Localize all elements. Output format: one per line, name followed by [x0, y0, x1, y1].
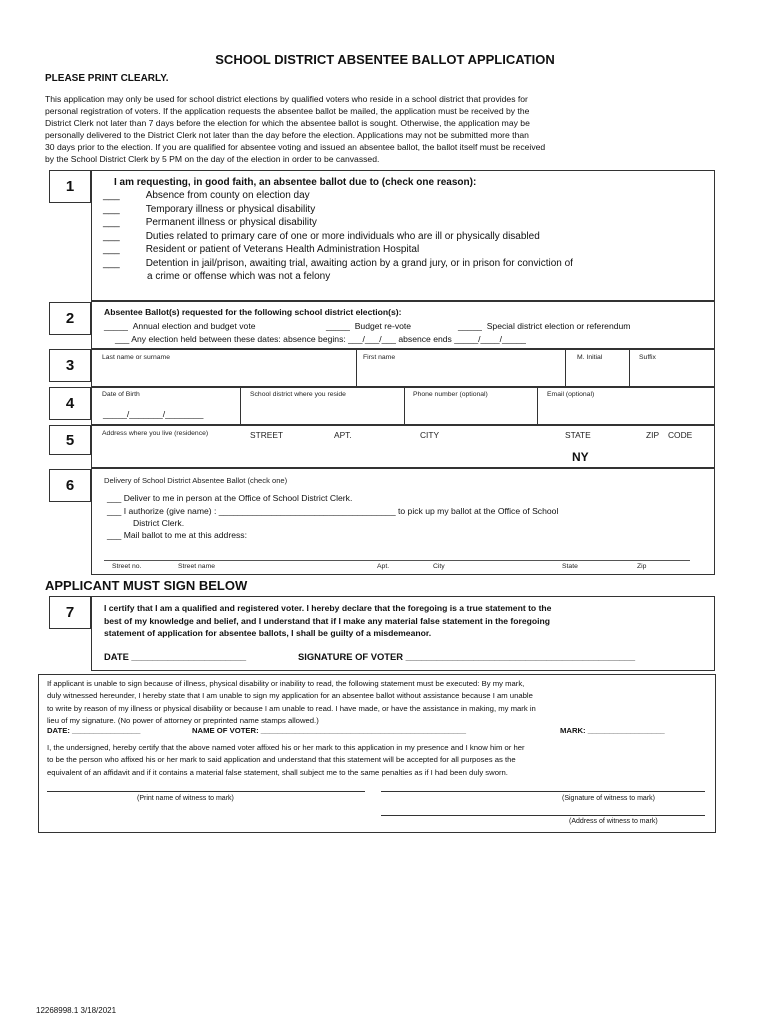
- email-field[interactable]: Email (optional): [547, 391, 595, 398]
- divider: [565, 349, 566, 387]
- dob-blank: _____/_______/________: [103, 409, 204, 419]
- delivery-mail-option[interactable]: ___ Mail ballot to me at this address:: [107, 530, 247, 540]
- divider: [629, 349, 630, 387]
- print-clearly-note: PLEASE PRINT CLEARLY.: [45, 73, 169, 84]
- certify-line: statement of application for absentee ballots, I shall be guilty of a misdemeanor.: [104, 628, 432, 639]
- intro-line: This application may only be used for school district elections by qualified voters who reside in a school district that provides for: [45, 94, 528, 104]
- witness-print-name-caption: (Print name of witness to mark): [137, 795, 234, 802]
- voter-signature-field[interactable]: SIGNATURE OF VOTER ____________________________________________: [298, 651, 636, 662]
- reason-primary-care[interactable]: ___ Duties related to primary care of one or more individuals who are ill or physically disabled: [103, 230, 540, 242]
- section-3-number: 3: [49, 349, 91, 382]
- suffix-field[interactable]: Suffix: [639, 354, 656, 361]
- reason-veterans-hospital[interactable]: ___ Resident or patient of Veterans Health Administration Hospital: [103, 244, 420, 255]
- delivery-authorize-option[interactable]: ___ I authorize (give name) : _____________________________________ to pick up my ballot at the Office of School: [107, 506, 559, 516]
- caption-city: City: [433, 563, 445, 570]
- city-field[interactable]: CITY: [420, 430, 440, 440]
- intro-line: by the School District Clerk by 5 PM on the day of the election in order to be canvassed.: [45, 154, 380, 165]
- intro-line: 30 days prior to the election. If you are qualified for absentee voting and issued an absentee ballot, the ballot itself must be received: [45, 142, 546, 153]
- school-district-field[interactable]: School district where you reside: [250, 391, 346, 398]
- reason-permanent-illness[interactable]: ___ Permanent illness or physical disability: [103, 217, 317, 228]
- document-id-footer: 12268998.1 3/18/2021: [36, 1006, 117, 1015]
- intro-paragraph: [45, 93, 715, 166]
- first-name-field[interactable]: First name: [363, 354, 396, 361]
- phone-field[interactable]: Phone number (optional): [413, 391, 488, 398]
- election-any-dates-option[interactable]: ___ Any election held between these dates: absence begins: ___/___/___ absence ends _____/____/_____: [115, 334, 526, 344]
- intro-line: District Clerk not later than 7 days before the election for which the absentee ballot is sought. Otherwise, the application may be: [45, 118, 530, 129]
- section-4-box: [91, 387, 715, 425]
- reason-list: [103, 189, 573, 284]
- witness-line: lieu of my signature. (No power of attorney or preprinted name stamps allowed.): [47, 716, 319, 726]
- intro-line: personally delivered to the District Clerk not later than the day before the election. Applications may not be submitted more than: [45, 130, 529, 141]
- election-revote-option[interactable]: _____ Budget re-vote: [326, 321, 412, 331]
- reason-detention-cont: a crime or offense which was not a felony: [147, 271, 331, 282]
- section-1-heading: I am requesting, in good faith, an absentee ballot due to (check one reason):: [114, 177, 477, 188]
- mark-date-field[interactable]: DATE: ________________: [47, 726, 141, 735]
- residence-address-label: Address where you live (residence): [102, 430, 209, 437]
- mark-voter-name-field[interactable]: NAME OF VOTER: ________________________________________________: [192, 726, 466, 735]
- witness-name-line[interactable]: [47, 791, 365, 792]
- witness-line: to write by reason of my illness or physical disability or because I am unable to read. I have made, or have the assistance in making, my mark in: [47, 703, 536, 713]
- reason-absence[interactable]: ___ Absence from county on election day: [103, 190, 310, 201]
- divider: [404, 387, 405, 425]
- witness-cert-line: equivalent of an affidavit and if it contains a material false statement, shall subject me to the same penalties as if I had been duly sworn.: [47, 767, 508, 777]
- election-special-option[interactable]: _____ Special district election or referendum: [458, 321, 631, 331]
- mail-address-line[interactable]: [104, 560, 690, 561]
- state-field[interactable]: STATE: [565, 430, 591, 440]
- witness-certification: [47, 742, 525, 779]
- caption-state: State: [562, 563, 578, 570]
- reason-temporary-illness[interactable]: ___ Temporary illness or physical disability: [103, 203, 316, 215]
- delivery-in-person-option[interactable]: ___ Deliver to me in person at the Office of School District Clerk.: [107, 493, 353, 503]
- certify-line: I certify that I am a qualified and registered voter. I hereby declare that the foregoing is a true statement to the: [104, 603, 552, 613]
- witness-address-line[interactable]: [381, 815, 705, 816]
- mark-field[interactable]: MARK: __________________: [560, 726, 665, 735]
- street-field[interactable]: STREET: [250, 430, 284, 440]
- sign-heading: APPLICANT MUST SIGN BELOW: [45, 578, 248, 593]
- witness-signature-line[interactable]: [381, 791, 705, 792]
- section-2-number: 2: [49, 302, 91, 335]
- certify-statement: [104, 602, 551, 640]
- intro-line: personal registration of voters. If the application requests the absentee ballot be mailed, the application must be received by the: [45, 106, 530, 117]
- election-annual-option[interactable]: _____ Annual election and budget vote: [104, 321, 256, 331]
- certify-line: best of my knowledge and belief, and I understand that if I make any material false statement in the foregoing: [104, 615, 551, 626]
- witness-cert-line: I, the undersigned, hereby certify that the above named voter affixed his or her mark to this application in my presence and I know him or her: [47, 743, 525, 752]
- apt-field[interactable]: APT.: [334, 430, 352, 440]
- divider: [240, 387, 241, 425]
- section-1-number: 1: [49, 170, 91, 203]
- witness-cert-line: to be the person who affixed his or her mark to said application and understand that this statement will be accepted for all purposes as the: [47, 755, 516, 765]
- section-2-heading: Absentee Ballot(s) requested for the following school district election(s):: [104, 307, 402, 317]
- witness-line: If applicant is unable to sign because of illness, physical disability or inability to read, the following statement must be executed: By my mark,: [47, 679, 525, 688]
- voter-date-field[interactable]: DATE ______________________: [104, 651, 247, 662]
- caption-street-name: Street name: [178, 563, 216, 570]
- witness-signature-caption: (Signature of witness to mark): [562, 795, 655, 802]
- section-5-number: 5: [49, 425, 91, 455]
- reason-detention[interactable]: ___ Detention in jail/prison, awaiting trial, awaiting action by a grand jury, or in prison for conviction of: [103, 257, 573, 269]
- divider: [537, 387, 538, 425]
- zip-code-label: CODE: [668, 430, 693, 440]
- caption-apt: Apt.: [377, 563, 390, 570]
- witness-line: duly witnessed hereunder, I hereby state that I am unable to sign my application for an absentee ballot without assistance because I am unable: [47, 691, 533, 701]
- last-name-field[interactable]: Last name or surname: [102, 354, 171, 361]
- section-4-number: 4: [49, 387, 91, 420]
- witness-statement: [47, 678, 536, 728]
- caption-street-no: Street no.: [112, 563, 142, 570]
- delivery-authorize-cont: District Clerk.: [133, 518, 185, 528]
- witness-address-caption: (Address of witness to mark): [569, 818, 658, 825]
- section-6-number: 6: [49, 469, 91, 502]
- state-value: NY: [572, 450, 589, 464]
- divider: [356, 349, 357, 387]
- section-3-box: [91, 349, 715, 387]
- section-7-number: 7: [49, 596, 91, 629]
- zip-field[interactable]: ZIP: [646, 430, 660, 440]
- dob-field[interactable]: Date of Birth: [102, 391, 140, 398]
- section-6-heading: Delivery of School District Absentee Ballot (check one): [104, 476, 288, 485]
- middle-initial-field[interactable]: M. Initial: [577, 354, 603, 361]
- caption-zip: Zip: [637, 563, 647, 570]
- page-title: SCHOOL DISTRICT ABSENTEE BALLOT APPLICATION: [215, 52, 555, 67]
